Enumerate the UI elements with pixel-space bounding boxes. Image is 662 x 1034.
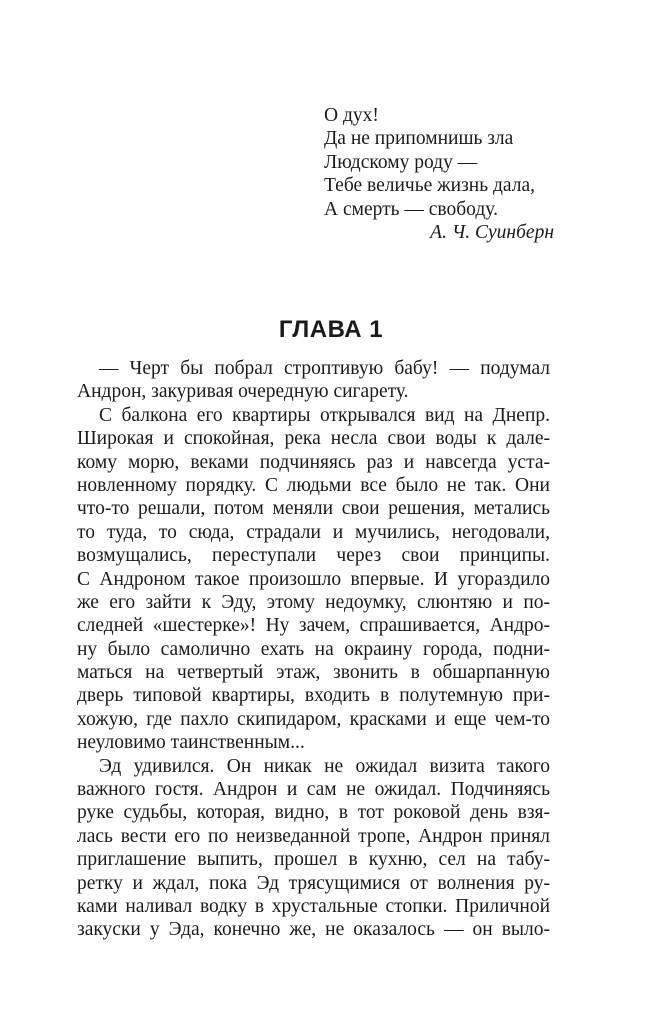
- epigraph-line: А смерть — свободу.: [324, 198, 498, 220]
- chapter-title: ГЛАВА 1: [278, 316, 384, 343]
- text-line: ками наливал водку в хрустальные стопки. Приличной: [77, 895, 550, 917]
- text-line: что-то решали, потом меняли свои решения, метались: [77, 498, 550, 520]
- epigraph: [324, 104, 554, 244]
- text-line: же его зайти к Эду, этому недоумку, слюнтяю и по-: [77, 591, 550, 613]
- text-line: С балкона его квартиры открывался вид на Днепр.: [99, 404, 550, 426]
- epigraph-line: Да не припомнишь зла: [324, 128, 514, 150]
- text-line: — Черт бы побрал строптивую бабу! — подумал: [99, 358, 550, 379]
- text-line: ретку и ждал, пока Эд трясущимися от волнения ру-: [77, 872, 550, 894]
- epigraph-line: О дух!: [324, 105, 379, 126]
- text-line: лась вести его по неизведанной тропе, Андрон принял: [77, 825, 550, 847]
- text-line: то туда, то сюда, страдали и мучились, негодовали,: [77, 521, 550, 543]
- chapter-text: [77, 357, 550, 942]
- text-line: следней «шестерке»! Ну зачем, спрашивается, Андро-: [77, 615, 550, 637]
- epigraph-line: Тебе величье жизнь дала,: [324, 175, 535, 197]
- text-line: хожую, где пахло скипидаром, красками и еще чем-то: [77, 708, 550, 730]
- text-line: Эд удивился. Он никак не ожидал визита такого: [99, 755, 550, 777]
- text-line: новленному порядку. С людьми все было не так. Они: [77, 474, 550, 496]
- text-line: кому морю, веками подчиняясь раз и навсегда уста-: [77, 451, 550, 473]
- text-line: дверь типовой квартиры, входить в полутемную при-: [77, 685, 550, 707]
- text-line: приглашение выпить, прошел в кухню, сел на табу-: [77, 849, 550, 871]
- epigraph-line: Людскому роду —: [324, 151, 478, 173]
- text-line: неуловимо таинственным...: [77, 732, 305, 754]
- text-line: Широкая и спокойная, река несла свои воды к дале-: [77, 428, 550, 450]
- text-line: маться на четвертый этаж, звонить в обшарпанную: [77, 662, 550, 684]
- epigraph-author: А. Ч. Суинберн: [430, 222, 554, 244]
- text-line: Андрон, закуривая очередную сигарету.: [77, 381, 409, 403]
- text-line: ну было самолично ехать на окраину города, подни-: [77, 638, 550, 660]
- text-line: возмущались, переступали через свои принципы.: [77, 545, 550, 567]
- text-line: закуски у Эда, конечно же, не оказалось — он выло-: [77, 919, 550, 941]
- text-line: руке судьбы, которая, видно, в тот роковой день взя-: [77, 802, 550, 824]
- text-line: важного гостя. Андрон и сам не ожидал. Подчиняясь: [77, 779, 550, 801]
- text-line: С Андроном такое произошло впервые. И угораздило: [77, 568, 550, 590]
